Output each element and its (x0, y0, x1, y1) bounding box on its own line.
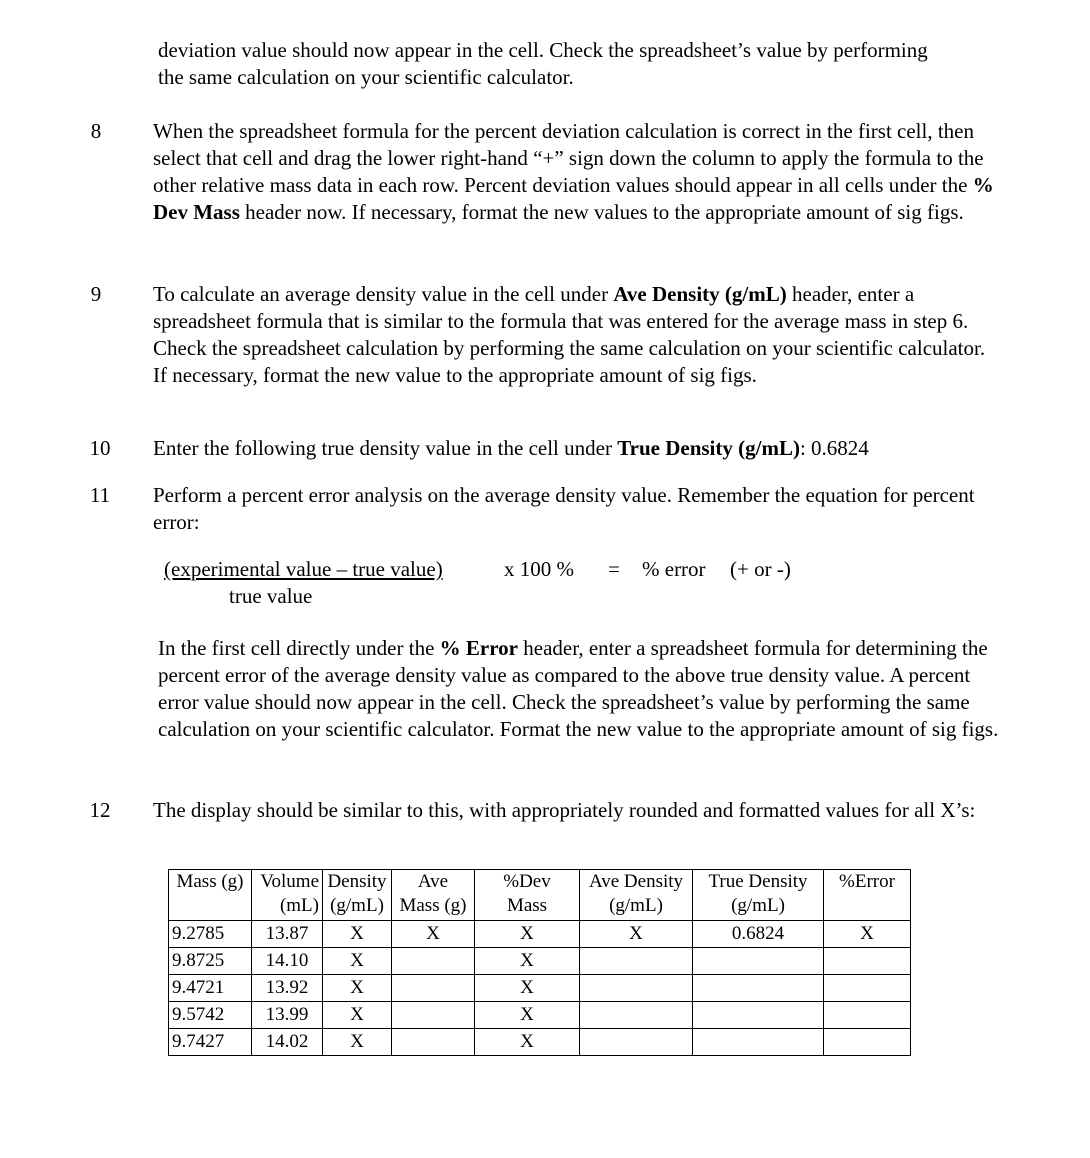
header-dev-mass (475, 870, 580, 921)
header-dev-mass-line1: %Dev (503, 871, 551, 892)
table-cell (693, 1029, 824, 1056)
header-ave-mass (392, 870, 475, 921)
table-cell (392, 975, 475, 1002)
table-cell (580, 948, 693, 975)
table-row (169, 1002, 911, 1029)
table-cell: X (392, 921, 475, 948)
step-8-text-pre: When the spreadsheet formula for the percent deviation calculation is correct in the first cell, then select that cell and drag the lower right-hand “+” sign down the column to apply the formula to the other relative mass data in each row. Percent deviation values should appear in all cells under the (153, 119, 984, 197)
step-10-text (153, 435, 1013, 462)
table-cell (392, 1029, 475, 1056)
table-cell: 13.87 (252, 921, 323, 948)
step-11-detail (158, 635, 1003, 743)
table-row (169, 948, 911, 975)
table-row (169, 1029, 911, 1056)
step-number-10: 10 (89, 436, 111, 460)
table-cell: 9.7427 (169, 1029, 252, 1056)
table-cell: X (323, 1002, 392, 1029)
header-mass (169, 870, 252, 921)
table-cell (693, 948, 824, 975)
table-row (169, 975, 911, 1002)
table-cell (580, 975, 693, 1002)
step-8-text-post: header now. If necessary, format the new values to the appropriate amount of sig figs. (239, 200, 964, 224)
header-volume-line1: Volume (260, 871, 319, 892)
step-12-text: The display should be similar to this, with appropriately rounded and formatted values for all X’s: (153, 798, 976, 822)
step-number-12: 12 (89, 798, 111, 822)
table-row (169, 921, 911, 948)
step-number-8: 8 (90, 119, 102, 143)
header-volume (252, 870, 323, 921)
table-cell (693, 1002, 824, 1029)
step-11-detail-bold: % Error (439, 636, 518, 660)
formula-result: % error (642, 557, 706, 581)
step-10-bold: True Density (g/mL) (617, 436, 800, 460)
table-cell: X (475, 921, 580, 948)
header-ave-density-line2: (g/mL) (609, 895, 663, 916)
table-cell: X (824, 921, 911, 948)
table-cell: 14.10 (252, 948, 323, 975)
table-cell (824, 948, 911, 975)
table-cell: 9.2785 (169, 921, 252, 948)
table-cell: 0.6824 (693, 921, 824, 948)
step-10-text-post: : 0.6824 (799, 436, 869, 460)
table-cell: X (580, 921, 693, 948)
step-10-text-pre: Enter the following true density value in the cell under (153, 436, 618, 460)
header-density (323, 870, 392, 921)
table-cell: 9.4721 (169, 975, 252, 1002)
table-cell (693, 975, 824, 1002)
header-ave-mass-line2: Mass (g) (399, 895, 467, 916)
formula-sign: (+ or -) (730, 557, 791, 581)
step-11-detail-pre: In the first cell directly under the (158, 636, 440, 660)
table-cell: X (475, 1002, 580, 1029)
table-cell (824, 975, 911, 1002)
header-density-line2: (g/mL) (330, 895, 384, 916)
table-cell: X (475, 948, 580, 975)
formula-numerator: (experimental value – true value) (164, 557, 443, 581)
table-cell (824, 1029, 911, 1056)
table-cell: 13.92 (252, 975, 323, 1002)
formula-times: x 100 % (504, 557, 574, 581)
header-ave-density (580, 870, 693, 921)
header-density-line1: Density (327, 871, 387, 892)
table-cell: X (323, 948, 392, 975)
table-cell: X (475, 975, 580, 1002)
table-cell: X (323, 975, 392, 1002)
step-11-detail-post: header, enter a spreadsheet formula for determining the percent error of the average density value as compared to the above true density value. A percent error value should now appear in the cell. Check the spreadsheet’s value by performing the same calculation on your scientific calculator. Format the new value to the appropriate amount of sig figs. (158, 636, 999, 741)
header-mass-line1: Mass (g) (176, 871, 244, 892)
table-cell (392, 948, 475, 975)
table-cell: 9.8725 (169, 948, 252, 975)
header-true-density-line2: (g/mL) (731, 895, 785, 916)
step-8-text (153, 118, 1013, 226)
intro-paragraph: deviation value should now appear in the cell. Check the spreadsheet’s value by performing the same calculation on your scientific calculator. (158, 38, 928, 89)
header-dev-mass-line2: Mass (506, 895, 548, 916)
header-error (824, 870, 911, 921)
table-cell: 13.99 (252, 1002, 323, 1029)
step-9-text-pre: To calculate an average density value in the cell under (153, 282, 614, 306)
step-8-bold: % Dev Mass (153, 173, 994, 224)
table-cell (580, 1002, 693, 1029)
table-cell (580, 1029, 693, 1056)
formula-equals: = (608, 557, 620, 581)
table-cell (824, 1002, 911, 1029)
formula-denominator: true value (229, 584, 313, 608)
step-11-text: Perform a percent error analysis on the average density value. Remember the equation for percent error: (153, 483, 975, 534)
header-ave-mass-line1: Ave (417, 871, 449, 892)
table-header-row (169, 870, 911, 921)
step-9-text (153, 281, 998, 389)
step-number-9: 9 (90, 282, 102, 306)
header-true-density (693, 870, 824, 921)
step-9-bold: Ave Density (g/mL) (613, 282, 787, 306)
table-cell: X (323, 1029, 392, 1056)
table-cell: 14.02 (252, 1029, 323, 1056)
table-cell: X (475, 1029, 580, 1056)
table-cell: 9.5742 (169, 1002, 252, 1029)
step-number-11: 11 (89, 483, 111, 507)
example-data-table (168, 869, 911, 1056)
table-cell: X (323, 921, 392, 948)
table-cell (392, 1002, 475, 1029)
header-volume-line2: (mL) (279, 895, 319, 916)
step-9-text-post: header, enter a spreadsheet formula that is similar to the formula that was entered for the average mass in step 6. Check the spreadsheet calculation by performing the same calculation on your scientific calculator. If necessary, format the new value to the appropriate amount of sig figs. (153, 282, 986, 387)
header-ave-density-line1: Ave Density (588, 871, 684, 892)
header-error-line1: %Error (839, 871, 895, 892)
header-true-density-line1: True Density (708, 871, 808, 892)
